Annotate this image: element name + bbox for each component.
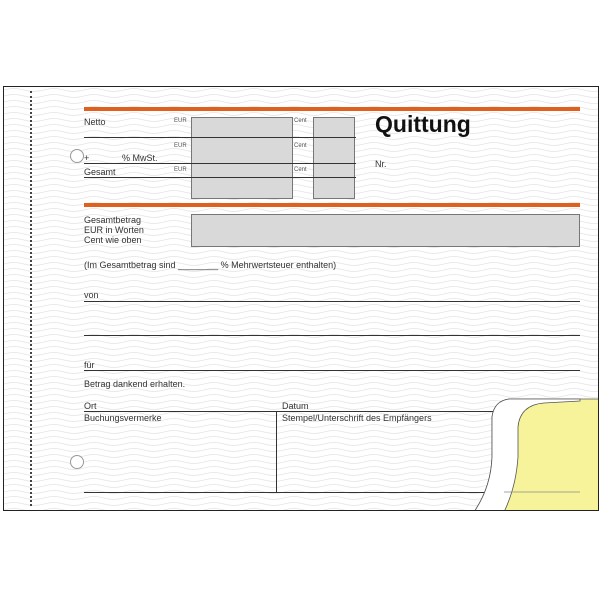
cent-wie-oben-label: Cent wie oben — [84, 235, 142, 245]
nr-label: Nr. — [375, 159, 387, 169]
cent-label-mwst: Cent — [294, 143, 307, 149]
cent-label-gesamt: Cent — [294, 167, 307, 173]
page-curl — [4, 87, 599, 511]
buchung-label: Buchungsvermerke — [84, 413, 162, 423]
netto-label: Netto — [84, 117, 106, 127]
stempel-label: Stempel/Unterschrift des Empfängers — [282, 413, 432, 423]
gesamt-label: Gesamt — [84, 167, 116, 177]
datum-label: Datum — [282, 401, 309, 411]
vat-note: (Im Gesamtbetrag sind ________ % Mehrwertsteuer enthalten) — [84, 260, 337, 270]
eur-in-worten-label: EUR in Worten — [84, 225, 144, 235]
mwst-label: % MwSt. — [122, 153, 158, 163]
receipt-form — [3, 86, 599, 511]
plus-label: + — [84, 153, 90, 163]
fuer-label: für — [84, 360, 95, 370]
ort-label: Ort — [84, 401, 97, 411]
eur-label-netto: EUR — [174, 118, 187, 124]
eur-label-gesamt: EUR — [174, 167, 187, 173]
von-label: von — [84, 290, 99, 300]
gesamtbetrag-label: Gesamtbetrag — [84, 215, 142, 225]
receipt-title: Quittung — [375, 111, 471, 137]
eur-label-mwst: EUR — [174, 143, 187, 149]
cent-label-netto: Cent — [294, 118, 307, 124]
received-text: Betrag dankend erhalten. — [84, 379, 186, 389]
